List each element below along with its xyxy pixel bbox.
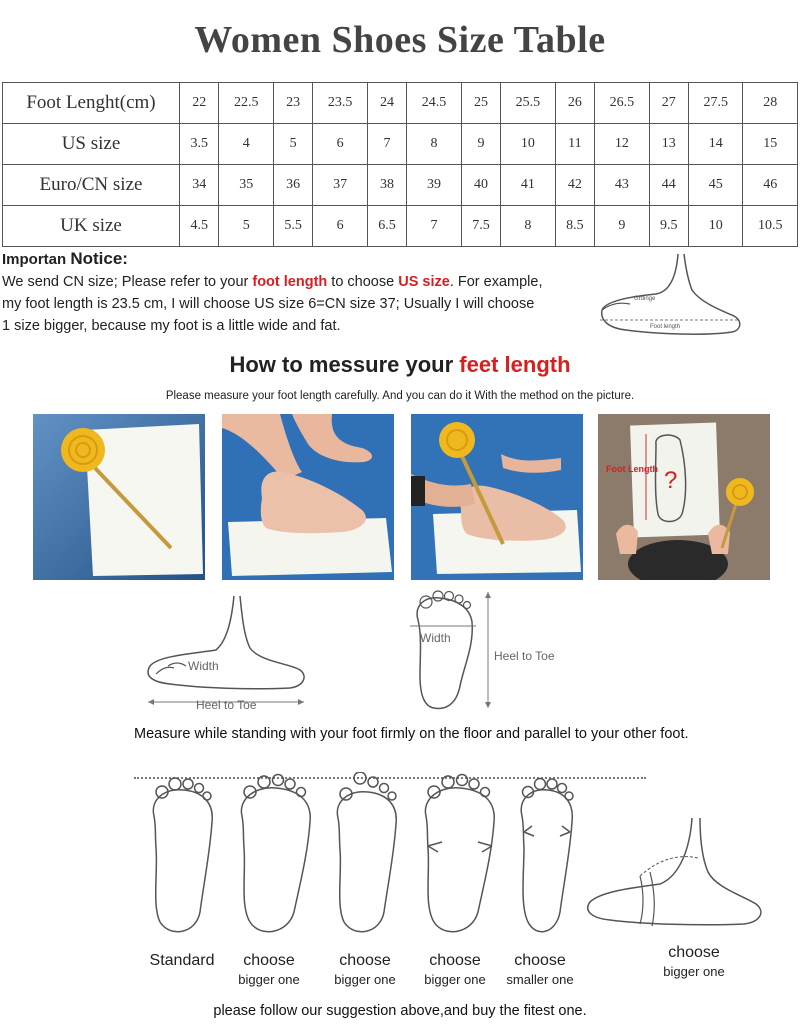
size-table [2,82,798,247]
size-table-cell: 4 [219,124,273,165]
size-table-row-header: Euro/CN size [3,165,180,206]
size-table-cell: 42 [555,165,594,206]
diagram-label-bottom: Foot length [650,324,681,330]
foot-type-sub: bigger one [334,972,396,987]
foot-type-label: choose [429,952,481,969]
foot-type-sub: bigger one [238,972,300,987]
size-table-cell: 10 [689,206,743,247]
size-table-row [3,206,798,247]
foot-type-label-3 [324,952,406,987]
size-table-cell: 37 [313,165,367,206]
size-table-cell: 46 [743,165,798,206]
photo-tracing-foot [411,414,583,580]
side-width-label: Width [188,659,219,673]
foot-type-label: choose [339,952,391,969]
notice-title-word: Notice: [70,249,128,268]
size-table-cell: 13 [649,124,688,165]
foot-outline-wide-arrows [425,775,494,932]
notice-line-3: 1 size bigger, because my foot is a little wide and fat. [2,318,341,334]
side-view-diagram [140,596,312,718]
size-table-cell: 43 [595,165,649,206]
notice-line-2: my foot length is 23.5 cm, I will choose US size 6=CN size 37; Usually I will choose [2,296,535,312]
foot-type-label-4 [414,952,496,987]
size-table-cell: 5.5 [273,206,312,247]
size-table-row-header: US size [3,124,180,165]
side-heel-label: Heel to Toe [196,698,257,712]
size-table-cell: 3.5 [180,124,219,165]
notice-text: We send CN size; Please refer to your [2,274,253,290]
size-table-cell: 11 [555,124,594,165]
size-table-cell: 7 [407,206,461,247]
size-table-cell: 26.5 [595,83,649,124]
size-table-cell: 28 [743,83,798,124]
foot-type-sub: bigger one [424,972,486,987]
diagram-label-top: Grdinge [634,296,656,302]
notice-text: to choose [327,274,399,290]
foot-type-sub: smaller one [506,972,574,987]
size-table-cell: 25 [461,83,500,124]
size-table-cell: 10.5 [743,206,798,247]
foot-types-diagram [140,772,600,942]
size-table-cell: 15 [743,124,798,165]
photo-holding-tracing [598,414,770,580]
size-table-cell: 22 [180,83,219,124]
howto-title-highlight: feet length [459,352,571,377]
top-width-label: Width [420,631,451,645]
size-table-cell: 36 [273,165,312,206]
size-table-cell: 14 [689,124,743,165]
foot-length-diagram [596,250,746,342]
size-table-cell: 12 [595,124,649,165]
size-table-cell: 8 [407,124,461,165]
size-table-cell: 6 [313,206,367,247]
size-table-cell: 39 [407,165,461,206]
size-table-row [3,83,798,124]
size-table-row-header: UK size [3,206,180,247]
howto-subtitle: Please measure your foot length carefully. And you can do it With the method on the picture. [165,390,635,402]
size-table-cell: 9 [595,206,649,247]
size-table-cell: 27 [649,83,688,124]
size-table-cell: 38 [367,165,406,206]
size-table-cell: 24 [367,83,406,124]
notice-highlight: US size [398,274,450,290]
foot-type-sub: bigger one [663,964,725,979]
size-table-cell: 34 [180,165,219,206]
size-table-cell: 4.5 [180,206,219,247]
photo-pen-on-paper [33,414,205,580]
notice-title-prefix: Importan [2,251,67,268]
size-table-cell: 35 [219,165,273,206]
size-table-cell: 9.5 [649,206,688,247]
size-table-row-header: Foot Lenght(cm) [3,83,180,124]
foot-outline-long-toe [337,772,396,932]
size-table-cell: 5 [219,206,273,247]
notice-text: . For example, [449,274,543,290]
foot-type-label-6 [652,944,736,979]
size-table-cell: 7 [367,124,406,165]
size-table-cell: 6 [313,124,367,165]
foot-type-label: Standard [149,952,215,969]
size-table-row [3,165,798,206]
size-table-cell: 41 [501,165,555,206]
instep-diagram [580,818,770,938]
notice-block [2,248,602,337]
size-table-cell: 40 [461,165,500,206]
foot-type-label-standard [142,952,222,970]
foot-type-label: choose [668,944,720,961]
photo-foot-on-paper [222,414,394,580]
foot-type-label: choose [514,952,566,969]
foot-type-label-5 [498,952,582,987]
notice-line-1 [2,271,602,293]
size-table-cell: 8 [501,206,555,247]
size-table-cell: 26 [555,83,594,124]
size-table-cell: 23 [273,83,312,124]
size-table-cell: 25.5 [501,83,555,124]
notice-highlight: foot length [252,274,328,290]
size-table-cell: 44 [649,165,688,206]
howto-title-text: How to messure your [229,352,460,377]
foot-outline-standard [153,778,212,932]
size-table-cell: 8.5 [555,206,594,247]
size-table-cell: 6.5 [367,206,406,247]
foot-type-label: choose [243,952,295,969]
svg-text:?: ? [664,467,678,494]
howto-title [0,352,800,378]
photo-foot-length-label: Foot Length [606,464,658,474]
footer-note: please follow our suggestion above,and buy the fitest one. [213,1003,587,1019]
size-table-cell: 27.5 [689,83,743,124]
foot-outline-narrow [521,779,573,932]
foot-type-label-2 [228,952,310,987]
size-table-cell: 24.5 [407,83,461,124]
top-view-diagram [404,586,580,714]
size-table-cell: 5 [273,124,312,165]
size-table-row [3,124,798,165]
size-table-cell: 22.5 [219,83,273,124]
size-table-cell: 45 [689,165,743,206]
size-table-cell: 23.5 [313,83,367,124]
notice-title [2,248,602,271]
foot-outline-wide [241,775,310,932]
measure-caption: Measure while standing with your foot firmly on the floor and parallel to your other foot. [134,726,689,742]
size-table-cell: 10 [501,124,555,165]
page-title: Women Shoes Size Table [194,19,606,61]
size-table-cell: 9 [461,124,500,165]
top-heel-label: Heel to Toe [494,649,555,663]
size-table-cell: 7.5 [461,206,500,247]
